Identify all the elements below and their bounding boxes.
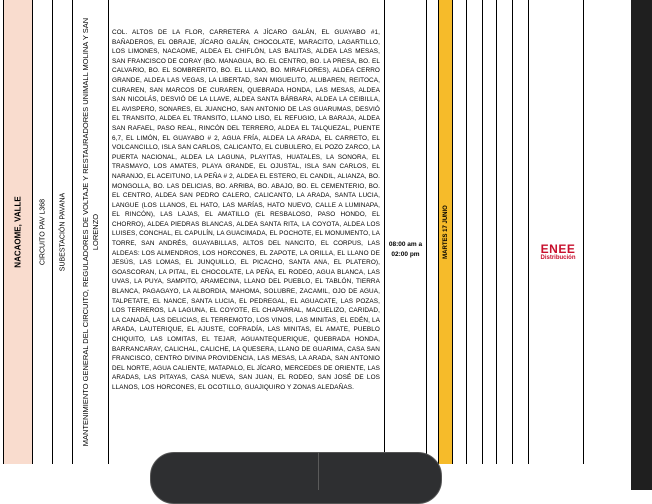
blank-column: [513, 0, 529, 464]
time-end: 02:00 pm: [391, 251, 420, 258]
place-cell: [4, 0, 33, 464]
substation-cell: [53, 0, 73, 464]
enee-logo-text: ENEE: [540, 242, 576, 256]
logo-cell: [529, 0, 584, 464]
blank-column: [427, 0, 439, 464]
enee-logo-subtitle: Distribución: [540, 255, 576, 261]
blank-column: [497, 0, 513, 464]
date-cell: [439, 0, 453, 464]
outage-schedule-table: [3, 0, 584, 464]
circuit-cell: [33, 0, 53, 464]
affected-areas-text: COL. ALTOS DE LA FLOR, CARRETERA A JÍCARO GALÁN, EL GUAYABO #1, BAÑADEROS, EL OBRAJE, JÍCARO GALÁN, CHOCOLATE, MARACITO, LAGARTILLO, LOS LIMONES, NACAOME, ALDEA EL CHIFLÓN, LAS BALITAS, ALDEA LAS MESAS, SAN FRANCISCO DE CORAY (BO. MANAGUA, BO. EL CENTRO, BO. LA PRESA, BO. EL CALVARIO, BO. EL SOMBRERITO, BO. EL LLANO, BO. MIRAFLORES), ALDEA CERRO GRANDE, ALDEA LAS VEGAS, LA LIBERTAD, SAN MIGUELITO, ALUBAREN, REITOCA, CURAREN, SAN MARCOS DE CURAREN, QUEBRADA HONDA, LAS MESAS, ALDEA SAN NICOLÁS, DESVIÓ DE LA LLAVE, ALDEA SANTA BÁRBARA, ALDEA LA CEIBILLA, EL AVISPERO, SONARES, EL JUANCHO, SAN ANTONIO DE LAS GUARUMAS, DESVIÓ EL TRANSITO, ALDEA EL TRANSITO, LLANO LISO, EL REFUGIO, LA BARAJA, ALDEA SAN RAFAEL, PASO REAL, RINCÓN DEL TERRERO, ALDEA EL TALQUEZAL, PUENTE 6,7, EL LIMÓN, EL GUAYABO # 2, AGUA FRÍA, ALDEA LA ARADA, EL CARRETO, EL VOLCANCILLO, ISLA SAN CARLOS, CALICANTO, EL CUBULERO, EL POZO ZARCO, LA PUERTA NACIONAL, ALDEA LA LAGUNA, PLAYITAS, HUATALES, LA SONORA, EL TRASMAYO, LOS AMATES, PLAYA GRANDE, EL OJUSTAL, ISLA SAN CARLOS, EL NARANJO, EL ACEITUNO, LA PEÑA # 2, ALDEA EL ESTERO, EL CANDIL, ALIANZA, BO. MONGOLLA, BO. LAS DELICIAS, BO. ARRIBA, BO. ABAJO, BO. EL CEMENTERIO, BO. EL CENTRO, ALDEA SAN PEDRO CALERO, CALICANTO, LA ARADA, SANTA LUCIA, LANGUE (LOS LLANOS, EL HATO, LAS MARÍAS, HATO NUEVO, CALLE A LUMINAPA, EL RINCÓN), LAS LAJAS, EL AMATILLO (EL RESBALOSO, PASO HONDO, EL CHORRO), ALDEA PIEDRAS BLANCAS, ALDEA SANTA RITA, LA COYOTA, ALDEA LOS LUISES, CONCHAL, EL CAPULÍN, LA GUACIMADA, EL POCHOTE, EL MONUMENTO, LA TORRE, SAN ANDRÉS, GUAYABILLAS, ALTOS DEL NANCITO, EL CORPUS, LAS ALDEAS: LOS ALMENDROS, LOS HORCONES, EL ZAPOTE, LA ORILLA, EL LLANO DE JESÚS, LAS LOMAS, EL JUNQUILLO, EL PICACHO, SANTA ANA, EL PLATERO), GOASCORAN, LA PITAL, EL CHOCOLATE, LA PEÑA, EL RODEO, AGUA BLANCA, LAS UVAS, LA PUYA, SAMPITO, ARAMECINA, LLANO DEL PUEBLO, EL TABLÓN, TIERRA BLANCA, PAGAGAYO, LA ALBORDIA, MAHOMA, SOLUBRE, ZACAMIL, OJO DE AGUA, TALPETATE, EL NANCE, SANTA LUCIA, EL PEDREGAL, EL AGUACATE, LAS POZAS, LOS TERREROS, LA LAGUNA, EL COYOTE, EL CHAPARRAL, MACUELIZO, CARIDAD, LA CANADÁ, LAS DELICIAS, EL TERREMOTO, LOS VINOS, LAS MINITAS, EL EDÉN, LA ARADA, LAUTERIQUE, EL AJUSTE, COFRADÍA, LAS MINITAS, EL AMATE, PUEBLO CHIQUITO, LAS LOMITAS, EL TEJAR, AGUANTEQUERIQUE, QUEBRADA HONDA, BARRANCARAY, CALICHAL, CALICHE, LA QUESERA, LLANO DE GUARIMA, CASA SAN FRANCISCO, CENTRO DIVINA PROVIDENCIA, LAS MESAS, LA ARADA, SAN ANTONIO DEL NORTE, AGUA CALIENTE, MATAPALO, EL JÍCARO, MERCEDES DE ORIENTE, LAS ARADAS, LAS PITAYAS, CASA NUEVA, SAN JUAN, EL RODEO, SAN JOSÉ DE LOS LLANOS, LOS HORCONES, EL OCOTILLO, GUAJIQUIRO Y ZONAS ALEDAÑAS.: [112, 29, 380, 391]
blank-column: [483, 0, 497, 464]
circuit-label: CIRCUITO PAV L368: [39, 198, 46, 266]
work-description-cell: [73, 0, 109, 464]
work-description: MANTENIMIENTO GENERAL DEL CIRCUITO, REGULADORES DE VOLTAJE Y RESTAURADORES UNIMALL MOLINA Y SAN LORENZO: [80, 17, 100, 447]
enee-logo: [533, 242, 583, 261]
viewer-toolbar[interactable]: [150, 452, 442, 504]
date-label: MARTES 17 JUNIO: [442, 205, 449, 259]
viewer-edge-panel: [631, 0, 652, 490]
time-cell: [385, 0, 427, 464]
table-right-border: [583, 0, 584, 464]
place-label: NACAOME, VALLE: [13, 196, 23, 268]
blank-column: [453, 0, 467, 464]
blank-column: [467, 0, 483, 464]
time-start: 08:00 am a: [388, 241, 423, 248]
affected-areas-cell: [109, 0, 385, 464]
substation-label: SUBESTACIÓN PAVANA: [59, 192, 66, 272]
toolbar-divider: [318, 452, 319, 490]
